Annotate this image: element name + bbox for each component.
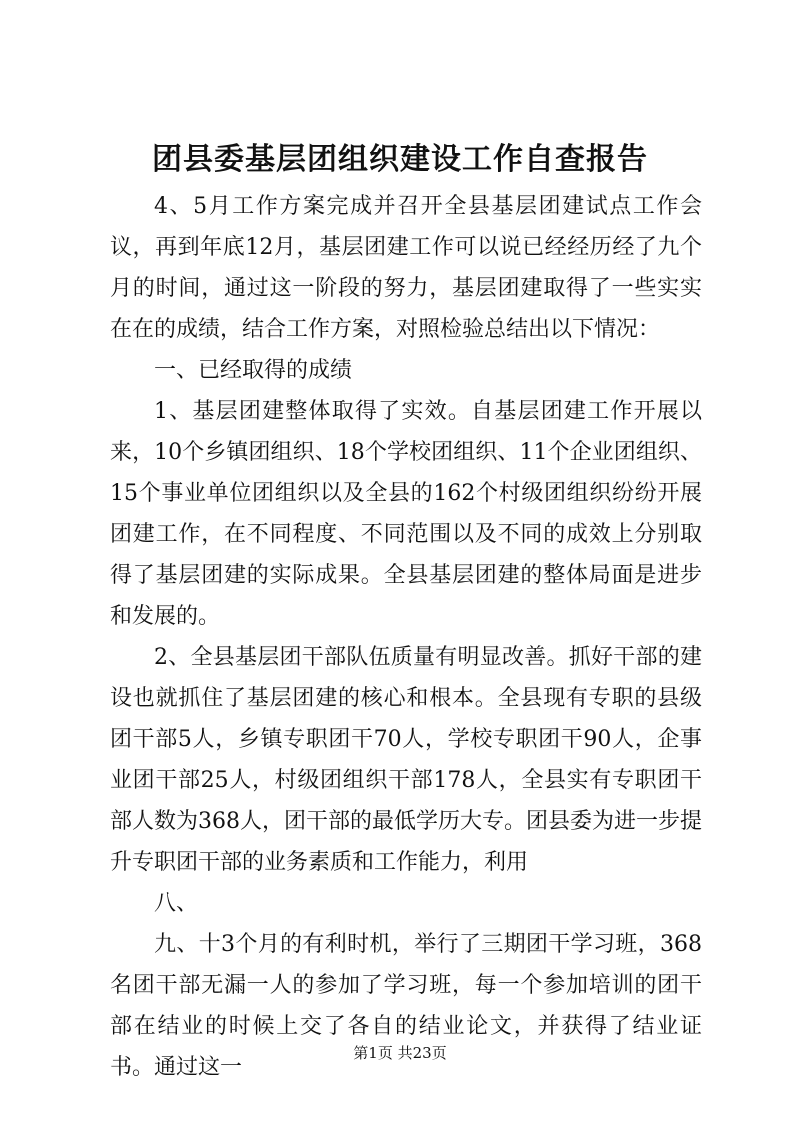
document-title: 团县委基层团组织建设工作自查报告 bbox=[152, 142, 648, 177]
section-heading-achievements: 一、已经取得的成绩 bbox=[154, 358, 353, 383]
paragraph-item-2: 2、全县基层团干部队伍质量有明显改善。抓好干部的建设也就抓住了基层团建的核心和根本。全县现有专职的县级团干部5人，乡镇专职团干70人，学校专职团干90人，企事业团干部25人，村级团组织干部178人，全县实有专职团干部人数为368人，团干部的最低学历大专。团县委为进一步提升专职团干部的业务素质和工作能力，利用 bbox=[110, 645, 702, 875]
document-body bbox=[110, 186, 702, 1088]
paragraph-fragment: 八、 bbox=[154, 891, 199, 916]
page-footer: 第1页 共23页 bbox=[353, 1044, 447, 1062]
paragraph-intro: 4、5月工作方案完成并召开全县基层团建试点工作会议，再到年底12月，基层团建工作可以说已经经历经了九个月的时间，通过这一阶段的努力，基层团建取得了一些实实在在的成绩，结合工作方案，对照检验总结出以下情况： bbox=[110, 194, 702, 342]
paragraph-continuation: 九、十3个月的有利时机，举行了三期团干学习班，368名团干部无漏一人的参加了学习班，每一个参加培训的团干部在结业的时候上交了各自的结业论文，并获得了结业证书。通过这一 bbox=[110, 932, 702, 1080]
paragraph-item-1: 1、基层团建整体取得了实效。自基层团建工作开展以来，10个乡镇团组织、18个学校团组织、11个企业团组织、15个事业单位团组织以及全县的162个村级团组织纷纷开展团建工作，在不同程度、不同范围以及不同的成效上分别取得了基层团建的实际成果。全县基层团建的整体局面是进步和发展的。 bbox=[110, 399, 702, 629]
